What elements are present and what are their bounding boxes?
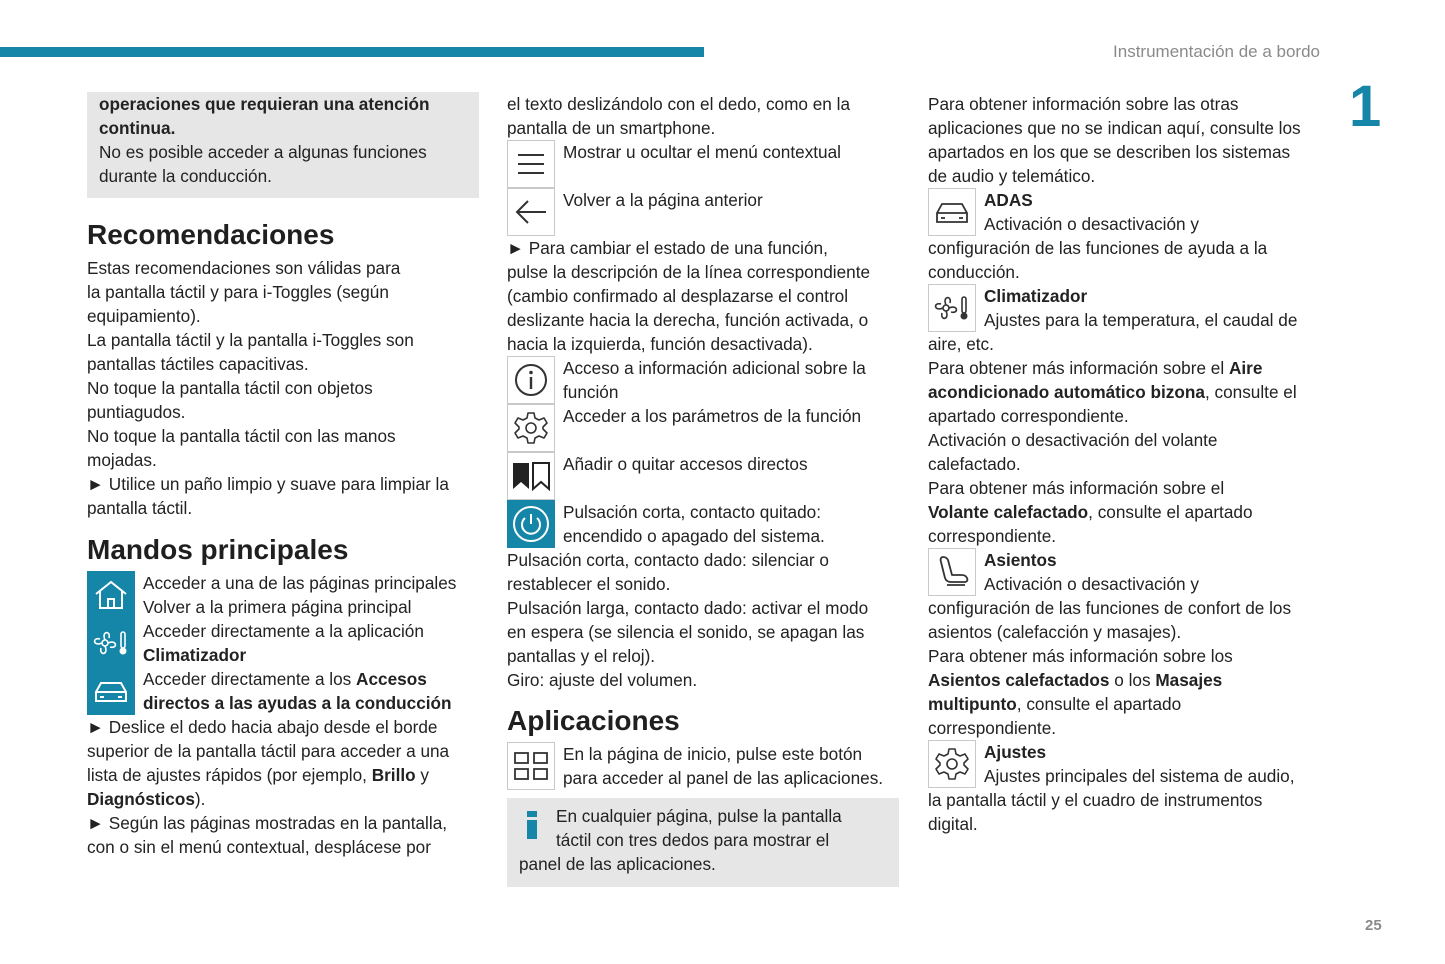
- apps-row: [507, 742, 899, 790]
- settings-section: [928, 740, 1323, 836]
- climate-title: Climatizador: [984, 286, 1088, 306]
- text-span: Diagnósticos: [87, 789, 195, 809]
- info-icon: [507, 356, 555, 404]
- text-line: equipamiento).: [87, 306, 201, 326]
- text-line: configuración de las funciones de confort de los: [928, 598, 1292, 618]
- text-line: Ajustes principales del sistema de audio,: [984, 766, 1295, 786]
- seats-section: [928, 548, 1323, 740]
- text-span: multipunto: [928, 694, 1017, 714]
- text-span: Masajes: [1155, 670, 1223, 690]
- text-line: pantallas y el reloj).: [507, 646, 656, 666]
- text-line: superior de la pantalla táctil para acceder a una: [87, 741, 450, 761]
- warning-bold-line: operaciones que requieran una atención: [99, 94, 430, 114]
- text-line: aplicaciones que no se indican aquí, consulte los: [928, 118, 1301, 138]
- text-line: La pantalla táctil y la pantalla i-Toggles son: [87, 330, 414, 350]
- text-line: [928, 356, 1323, 380]
- recommendations-heading: Recomendaciones: [87, 219, 335, 250]
- menu-row: [507, 140, 899, 188]
- column-right: [928, 92, 1323, 836]
- chapter-number: 1: [1349, 74, 1382, 139]
- text-line: ► Deslice el dedo hacia abajo desde el borde: [87, 717, 438, 737]
- adas-section: [928, 188, 1323, 284]
- text-line: la pantalla táctil y el cuadro de instrumentos: [928, 790, 1263, 810]
- text-line: pantallas táctiles capacitivas.: [87, 354, 309, 374]
- text-line: Volver a la primera página principal: [143, 597, 412, 617]
- text-span: , consulte el apartado: [1016, 694, 1182, 714]
- warning-box: [87, 92, 479, 198]
- text-line: Añadir o quitar accesos directos: [563, 454, 808, 474]
- text-line: Pulsación larga, contacto dado: activar el modo: [507, 598, 869, 618]
- text-line: apartados en los que se describen los sistemas: [928, 142, 1291, 162]
- text-span: y: [415, 765, 430, 785]
- car-assist-icon: [928, 188, 976, 236]
- text-line: [928, 500, 1323, 524]
- text-span: Aire: [1228, 358, 1263, 378]
- text-span: Volante calefactado: [928, 502, 1089, 522]
- text-span: Asientos calefactados: [928, 670, 1110, 690]
- function-change-text: [507, 236, 899, 356]
- text-span: acondicionado automático bizona: [928, 382, 1205, 402]
- text-line: Acceder a una de las páginas principales: [143, 573, 457, 593]
- text-line: función: [563, 382, 619, 402]
- settings-row: [507, 404, 899, 452]
- text-line: Acceso a información adicional sobre la: [563, 358, 866, 378]
- text-line: ► Utilice un paño limpio y suave para limpiar la: [87, 474, 449, 494]
- tip-line: táctil con tres dedos para mostrar el: [556, 830, 830, 850]
- text-line: mojadas.: [87, 450, 157, 470]
- text-line: asientos (calefacción y masajes).: [928, 622, 1182, 642]
- text-line: calefactado.: [928, 454, 1021, 474]
- text-span: , consulte el: [1204, 382, 1297, 402]
- text-line: Para obtener más información sobre el: [928, 478, 1225, 498]
- adas-title: ADAS: [984, 190, 1033, 210]
- text-span: Brillo: [371, 765, 416, 785]
- text-line: directos a las ayudas a la conducción: [143, 693, 452, 713]
- applications-heading: Aplicaciones: [507, 705, 680, 736]
- power-row: [507, 500, 899, 548]
- text-line: Acceder a los parámetros de la función: [563, 406, 862, 426]
- text-line: en espera (se silencia el sonido, se apagan las: [507, 622, 865, 642]
- back-arrow-icon: [507, 188, 555, 236]
- text-line: ► Para cambiar el estado de una función,: [507, 238, 828, 258]
- shortcut-row: [507, 452, 899, 500]
- text-line: Acceder directamente a la aplicación: [143, 621, 424, 641]
- text-line: En la página de inicio, pulse este botón: [563, 744, 863, 764]
- text-line: Activación o desactivación del volante: [928, 430, 1218, 450]
- text-line: Estas recomendaciones son válidas para: [87, 258, 401, 278]
- text-span: Para obtener más información sobre el: [928, 358, 1229, 378]
- tip-line: En cualquier página, pulse la pantalla: [556, 806, 842, 826]
- recommendations-text: [87, 256, 479, 520]
- text-line: configuración de las funciones de ayuda a la: [928, 238, 1268, 258]
- info-row: [507, 356, 899, 404]
- seats-title: Asientos: [984, 550, 1057, 570]
- swipe-instructions: [87, 715, 479, 859]
- climate-section: [928, 284, 1323, 548]
- text-line: con o sin el menú contextual, desplácese por: [87, 837, 431, 857]
- power-details: [507, 548, 899, 692]
- text-line: pulse la descripción de la línea correspondiente: [507, 262, 871, 282]
- home-icon: [87, 571, 135, 619]
- text-line: correspondiente.: [928, 526, 1057, 546]
- text-line: Activación o desactivación y: [984, 574, 1199, 594]
- text-line: [87, 787, 479, 811]
- text-line: puntiagudos.: [87, 402, 186, 422]
- text-line: [87, 763, 479, 787]
- text-line: Mostrar u ocultar el menú contextual: [563, 142, 841, 162]
- text-line: Para obtener más información sobre los: [928, 646, 1233, 666]
- intro-text: [928, 92, 1323, 188]
- gear-icon: [507, 404, 555, 452]
- column-middle: [507, 92, 899, 887]
- text-line: encendido o apagado del sistema.: [563, 526, 825, 546]
- text-line: Ajustes para la temperatura, el caudal de: [984, 310, 1298, 330]
- back-row: [507, 188, 899, 236]
- section-title: Instrumentación de a bordo: [1113, 42, 1320, 61]
- text-line: el texto deslizándolo con el dedo, como en la: [507, 94, 851, 114]
- climate-fan-icon: [87, 619, 135, 667]
- main-controls-heading: Mandos principales: [87, 534, 349, 565]
- text-line: Pulsación corta, contacto dado: silenciar o: [507, 550, 829, 570]
- text-line: (cambio confirmado al desplazarse el control: [507, 286, 849, 306]
- text-line: No toque la pantalla táctil con objetos: [87, 378, 373, 398]
- text-line: apartado correspondiente.: [928, 406, 1129, 426]
- text-line: No toque la pantalla táctil con las manos: [87, 426, 396, 446]
- text-line: Para obtener información sobre las otras: [928, 94, 1239, 114]
- warning-line: durante la conducción.: [99, 166, 272, 186]
- text-line: [928, 692, 1323, 716]
- tip-box: [507, 798, 899, 887]
- text-line: correspondiente.: [928, 718, 1057, 738]
- text-span: Acceder directamente a los: [143, 669, 357, 689]
- text-line: hacia la izquierda, función desactivada).: [507, 334, 813, 354]
- seat-icon: [928, 548, 976, 596]
- settings-title: Ajustes: [984, 742, 1047, 762]
- column-left: [87, 92, 479, 859]
- header-accent-bar: [0, 47, 704, 57]
- text-line: ► Según las páginas mostradas en la pantalla,: [87, 813, 448, 833]
- text-line: Climatizador: [143, 645, 247, 665]
- text-line: restablecer el sonido.: [507, 574, 671, 594]
- text-span: ).: [194, 789, 206, 809]
- warning-line: No es posible acceder a algunas funciones: [99, 142, 427, 162]
- text-line: aire, etc.: [928, 334, 994, 354]
- text-line: digital.: [928, 814, 978, 834]
- page-number: 25: [1365, 917, 1382, 934]
- text-line: [928, 380, 1323, 404]
- text-line: conducción.: [928, 262, 1020, 282]
- warning-bold-line: continua.: [99, 118, 176, 138]
- text-line: pantalla de un smartphone.: [507, 118, 716, 138]
- text-span: Accesos: [356, 669, 427, 689]
- info-i-icon: [527, 811, 537, 839]
- power-icon: [507, 500, 555, 548]
- text-span: o los: [1109, 670, 1156, 690]
- text-line: deslizante hacia la derecha, función activada, o: [507, 310, 869, 330]
- car-assist-icon: [87, 667, 135, 715]
- text-span: , consulte el apartado: [1088, 502, 1253, 522]
- text-line: Giro: ajuste del volumen.: [507, 670, 698, 690]
- menu-icon: [507, 140, 555, 188]
- tip-line: panel de las aplicaciones.: [519, 854, 716, 874]
- text-line: Volver a la página anterior: [563, 190, 763, 210]
- climate-fan-icon: [928, 284, 976, 332]
- gear-icon: [928, 740, 976, 788]
- apps-grid-icon: [507, 742, 555, 790]
- text-line: para acceder al panel de las aplicaciones.: [563, 768, 884, 788]
- bookmark-icon: [507, 452, 555, 500]
- text-line: [928, 668, 1323, 692]
- text-line: la pantalla táctil y para i-Toggles (según: [87, 282, 389, 302]
- main-controls-block: [87, 571, 479, 715]
- text-line: Pulsación corta, contacto quitado:: [563, 502, 821, 522]
- text-line: Activación o desactivación y: [984, 214, 1199, 234]
- text-line: pantalla táctil.: [87, 498, 193, 518]
- text-line: de audio y telemático.: [928, 166, 1096, 186]
- text-span: lista de ajustes rápidos (por ejemplo,: [87, 765, 372, 785]
- text-line: [143, 667, 479, 691]
